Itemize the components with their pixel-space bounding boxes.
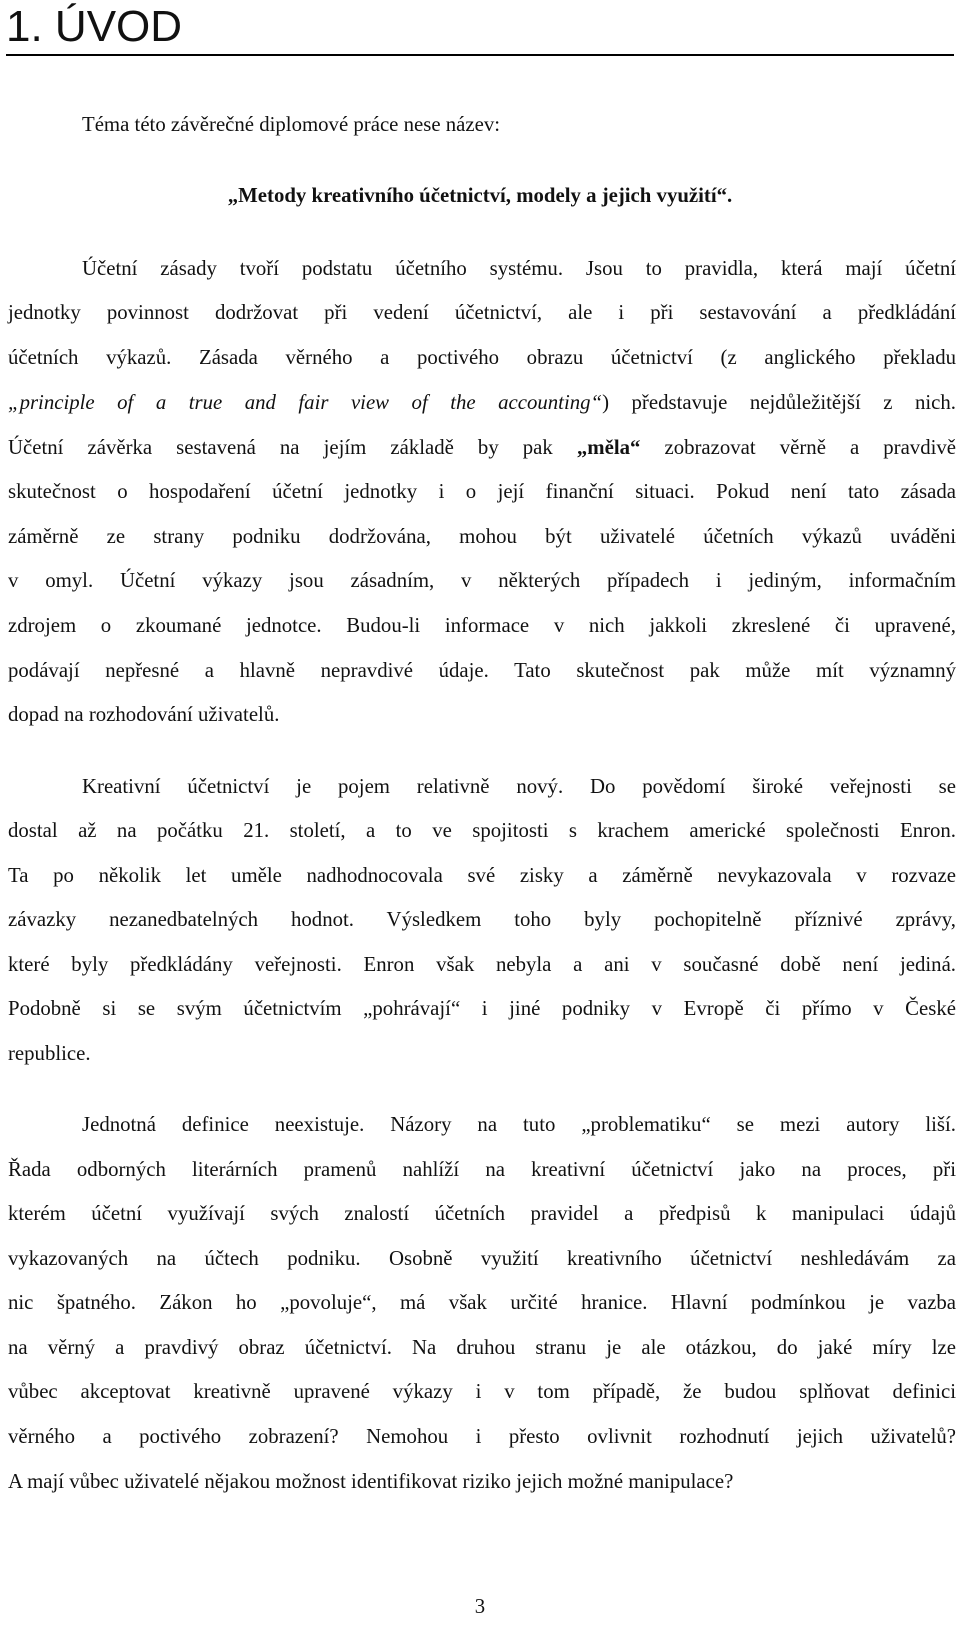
paragraph3-line: kterém účetní využívají svých znalostí účetních pravidel a předpisů k manipulaci údajů <box>8 1202 956 1225</box>
paragraph1-line: zdrojem o zkoumané jednotce. Budou-li informace v nich jakkoli zkreslené či upravené, <box>8 614 956 637</box>
paragraph2-line: Podobně si se svým účetnictvím „pohrávají“ i jiné podniky v Evropě či přímo v České <box>8 997 956 1020</box>
paragraph1-line: jednotky povinnost dodržovat při vedení účetnictví, ale i při sestavování a předkládání <box>8 301 956 324</box>
intro-lead: Téma této závěrečné diplomové práce nese název: <box>82 113 501 136</box>
paragraph1-line: dopad na rozhodování uživatelů. <box>8 703 280 726</box>
paragraph1-line: záměrně ze strany podniku dodržována, mohou být uživatelé účetních výkazů uváděni <box>8 525 956 548</box>
paragraph1-line: podávají nepřesné a hlavně nepravdivé údaje. Tato skutečnost pak může mít významný <box>8 659 956 682</box>
chapter-title: 1. ÚVOD <box>6 2 183 51</box>
emphasis-word: „měla“ <box>576 436 641 459</box>
paragraph3-line: na věrný a pravdivý obraz účetnictví. Na druhou stranu je ale otázkou, do jaké míry lze <box>8 1336 956 1359</box>
paragraph2-line: závazky nezanedbatelných hodnot. Výsledkem toho byly pochopitelně příznivé zprávy, <box>8 908 956 931</box>
paragraph1-text: Účetní závěrka sestavená na jejím základě by pak <box>8 436 553 459</box>
paragraph3-line: Jednotná definice neexistuje. Názory na tuto „problematiku“ se mezi autory liší. <box>82 1113 956 1136</box>
paragraph1-line: účetních výkazů. Zásada věrného a poctivého obrazu účetnictví (z anglického překladu <box>8 346 956 369</box>
paragraph2-line: Ta po několik let uměle nadhodnocovala své zisky a záměrně nevykazovala v rozvaze <box>8 864 956 887</box>
paragraph3-line: Řada odborných literárních pramenů nahlíží na kreativní účetnictví jako na proces, při <box>8 1158 956 1181</box>
paragraph3-line: vykazovaných na účtech podniku. Osobně využití kreativního účetnictví neshledávám za <box>8 1247 956 1270</box>
english-phrase: „principle of a true and fair view of the accounting“ <box>8 391 603 414</box>
paragraph1-line <box>8 433 956 463</box>
paragraph1-text: ) představuje nejdůležitější z nich. <box>602 391 956 414</box>
thesis-title: „Metody kreativního účetnictví, modely a jejich využití“. <box>227 184 733 207</box>
paragraph3-line: věrného a poctivého zobrazení? Nemohou i přesto ovlivnit rozhodnutí jejich uživatelů? <box>8 1425 956 1448</box>
paragraph2-line: dostal až na počátku 21. století, a to ve spojitosti s krachem americké společnosti Enron. <box>8 819 956 842</box>
paragraph3-line: nic špatného. Zákon ho „povoluje“, má však určité hranice. Hlavní podmínkou je vazba <box>8 1291 956 1314</box>
paragraph1-line: v omyl. Účetní výkazy jsou zásadním, v některých případech i jediným, informačním <box>8 569 956 592</box>
paragraph2-line: Kreativní účetnictví je pojem relativně nový. Do povědomí široké veřejnosti se <box>82 775 956 798</box>
paragraph1-text: zobrazovat věrně a pravdivě <box>664 436 957 459</box>
paragraph3-line: A mají vůbec uživatelé nějakou možnost identifikovat riziko jejich možné manipulace? <box>8 1470 734 1493</box>
paragraph1-line: Účetní zásady tvoří podstatu účetního systému. Jsou to pravidla, která mají účetní <box>82 257 956 280</box>
paragraph1-line: skutečnost o hospodaření účetní jednotky i o její finanční situaci. Pokud není tato zásada <box>8 480 956 503</box>
paragraph2-line: které byly předkládány veřejnosti. Enron však nebyla a ani v současné době není jediná. <box>8 953 956 976</box>
page-number: 3 <box>474 1595 486 1618</box>
paragraph3-line: vůbec akceptovat kreativně upravené výkazy i v tom případě, že budou splňovat definici <box>8 1380 956 1403</box>
paragraph1-line <box>8 388 956 418</box>
chapter-heading <box>6 0 954 56</box>
paragraph2-line: republice. <box>8 1042 91 1065</box>
